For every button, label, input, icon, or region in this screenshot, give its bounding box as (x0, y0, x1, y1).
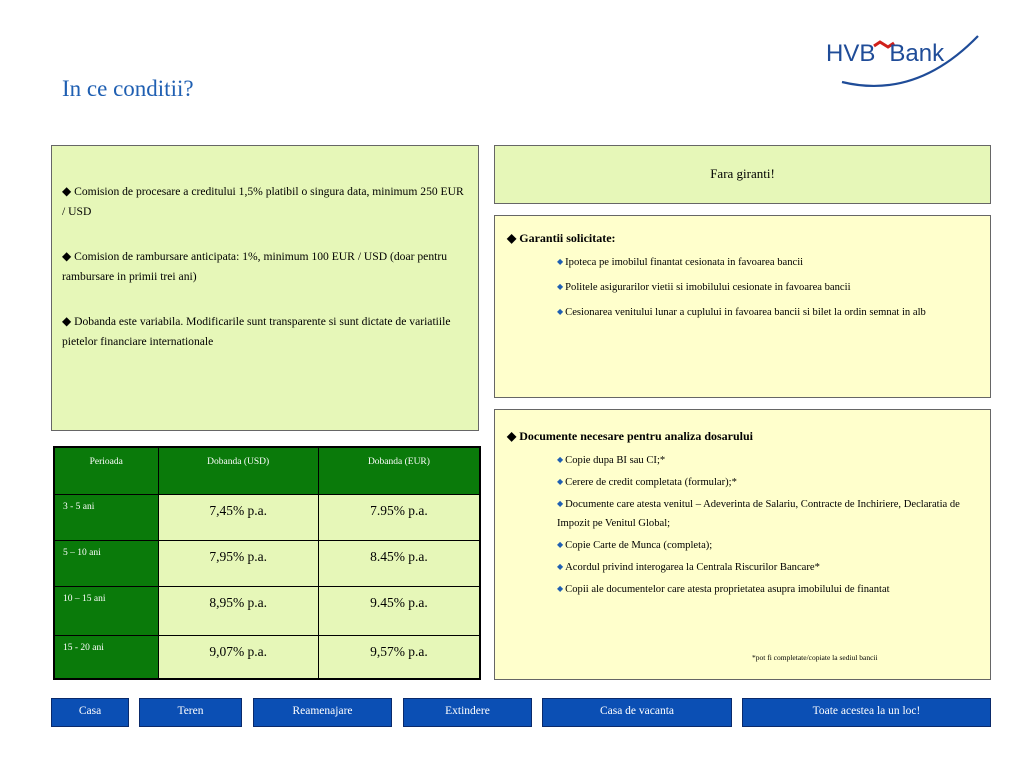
condition-item (62, 181, 468, 222)
nav-button-extindere[interactable]: Extindere (403, 698, 532, 727)
blue-diamond-bullet-icon: ◆ (557, 257, 564, 266)
document-item: ◆ Copie dupa BI sau CI;* (557, 455, 666, 466)
condition-item (62, 246, 468, 287)
document-item: ◆ Acordul privind interogarea la Centrala Riscurilor Bancare* (557, 562, 820, 573)
table-row (54, 635, 480, 679)
eur-rate-cell: 7.95% p.a. (318, 494, 480, 540)
blue-diamond-bullet-icon: ◆ (557, 499, 564, 508)
bottom-navigation (0, 698, 1024, 726)
condition-text: Comision de procesare a creditului 1,5% platibil o singura data, minimum 250 EUR / USD (62, 185, 464, 218)
no-guarantors-text: Fara giranti! (710, 166, 775, 181)
diamond-bullet-icon: ◆ (62, 184, 72, 198)
diamond-bullet-icon: ◆ (62, 314, 72, 328)
eur-rate-cell: 9.45% p.a. (318, 586, 480, 635)
nav-button-toate[interactable]: Toate acestea la un loc! (742, 698, 991, 727)
blue-diamond-bullet-icon: ◆ (557, 282, 564, 291)
blue-diamond-bullet-icon: ◆ (557, 477, 564, 486)
diamond-bullet-icon: ◆ (62, 249, 72, 263)
eur-rate-cell: 9,57% p.a. (318, 635, 480, 679)
page-title: In ce conditii? (62, 76, 194, 101)
table-header-row (54, 447, 480, 494)
diamond-bullet-icon: ◆ (507, 429, 517, 443)
guarantee-item: ◆ Politele asigurarilor vietii si imobilului cesionate in favoarea bancii (557, 282, 851, 293)
period-cell: 3 - 5 ani (54, 494, 158, 540)
no-guarantors-box (494, 145, 991, 204)
documents-note: *pot fi completate/copiate la sediul bancii (752, 653, 878, 662)
logo-hvb-text: HVB (826, 40, 876, 67)
table-row (54, 494, 480, 540)
usd-rate-cell: 8,95% p.a. (158, 586, 318, 635)
condition-text: Dobanda este variabila. Modificarile sunt transparente si sunt dictate de variatiile pietelor financiare internationale (62, 315, 451, 348)
document-item: ◆ Cerere de credit completata (formular);* (557, 477, 737, 488)
document-item: ◆ Copii ale documentelor care atesta proprietatea asupra imobilului de finantat (557, 584, 890, 595)
condition-item (62, 311, 468, 352)
guarantee-item: ◆ Ipoteca pe imobilul finantat cesionata in favoarea bancii (557, 257, 804, 268)
column-header-usd: Dobanda (USD) (158, 447, 318, 494)
eur-rate-cell: 8.45% p.a. (318, 540, 480, 586)
diamond-bullet-icon: ◆ (507, 231, 517, 245)
document-item: ◆ Documente care atesta venitul – Adeverinta de Salariu, Contracte de Inchiriere, Declaratia de Impozit pe Venitul Global; (557, 499, 960, 529)
document-item: ◆ Copie Carte de Munca (completa); (557, 540, 713, 551)
table-row (54, 540, 480, 586)
logo-text (826, 40, 944, 68)
conditions-box (51, 145, 479, 431)
usd-rate-cell: 7,45% p.a. (158, 494, 318, 540)
table-row (54, 586, 480, 635)
guarantees-box (494, 215, 991, 398)
period-cell: 10 – 15 ani (54, 586, 158, 635)
guarantee-item: ◆ Cesionarea venitului lunar a cuplului in favoarea bancii si bilet la ordin semnat in alb (557, 307, 926, 318)
blue-diamond-bullet-icon: ◆ (557, 455, 564, 464)
hvb-bank-logo (826, 34, 986, 94)
nav-button-reamenajare[interactable]: Reamenajare (253, 698, 392, 727)
period-cell: 5 – 10 ani (54, 540, 158, 586)
blue-diamond-bullet-icon: ◆ (557, 562, 564, 571)
column-header-eur: Dobanda (EUR) (318, 447, 480, 494)
documents-heading: ◆ Documente necesare pentru analiza dosarului (507, 429, 753, 443)
interest-rates-table (53, 446, 481, 680)
usd-rate-cell: 9,07% p.a. (158, 635, 318, 679)
nav-button-casa[interactable]: Casa (51, 698, 129, 727)
documents-box (494, 409, 991, 680)
blue-diamond-bullet-icon: ◆ (557, 584, 564, 593)
column-header-period: Perioada (54, 447, 158, 494)
condition-text: Comision de rambursare anticipata: 1%, minimum 100 EUR / USD (doar pentru rambursare in primii trei ani) (62, 250, 448, 283)
guarantees-heading: ◆ Garantii solicitate: (507, 231, 616, 245)
nav-button-teren[interactable]: Teren (139, 698, 242, 727)
blue-diamond-bullet-icon: ◆ (557, 540, 564, 549)
nav-button-casa-de-vacanta[interactable]: Casa de vacanta (542, 698, 732, 727)
period-cell: 15 - 20 ani (54, 635, 158, 679)
logo-bank-text: Bank (889, 40, 945, 67)
blue-diamond-bullet-icon: ◆ (557, 307, 564, 316)
usd-rate-cell: 7,95% p.a. (158, 540, 318, 586)
